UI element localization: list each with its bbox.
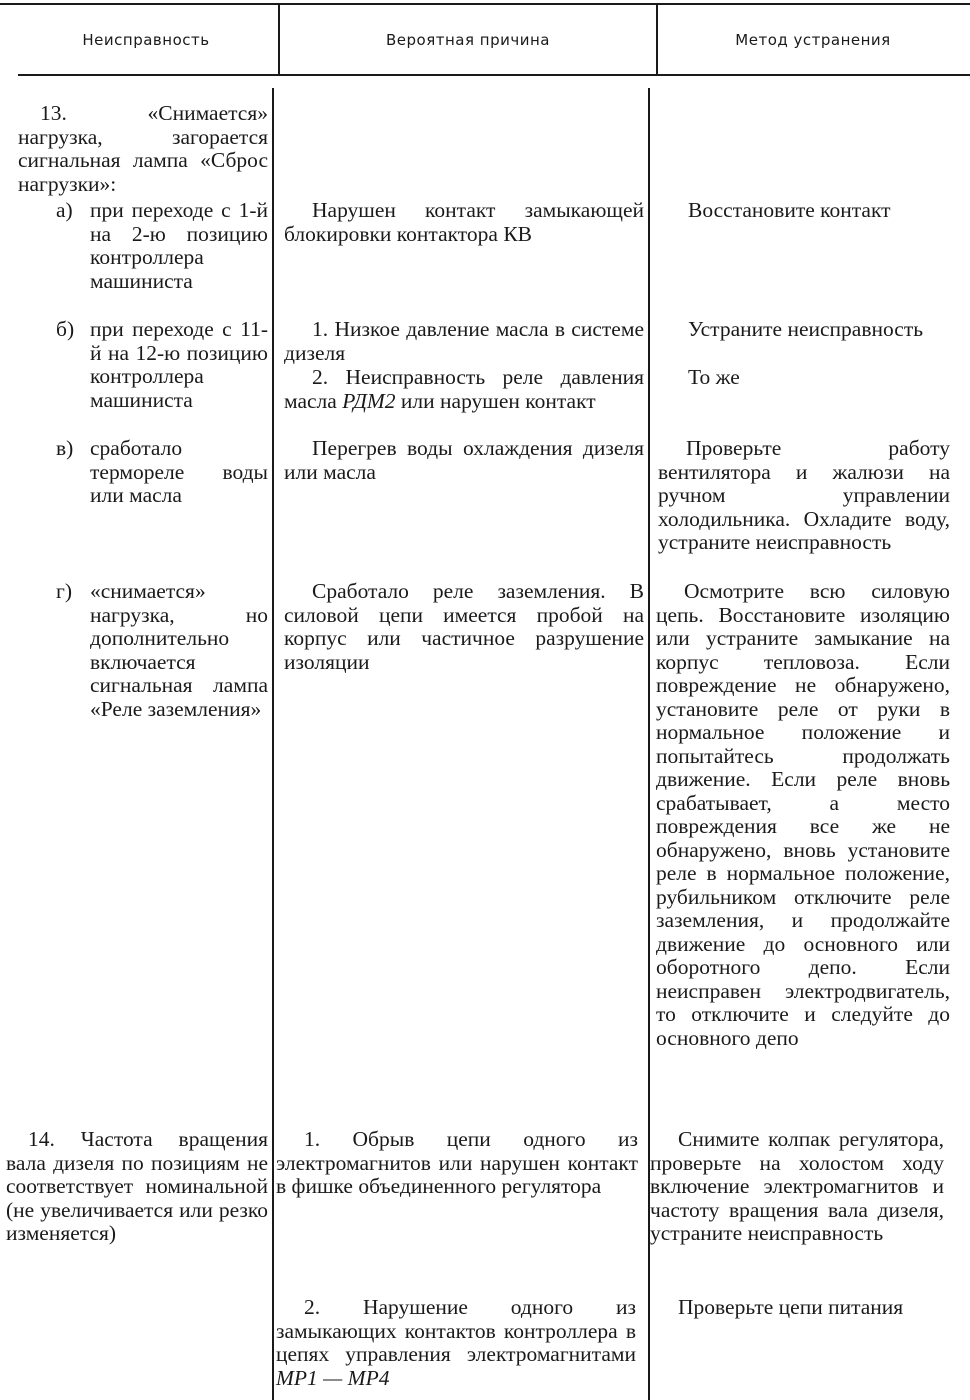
- fault-13b-cause-2: [284, 366, 644, 413]
- fault-13a-cause: Нарушен контакт замыкающей блокировки контактора КВ: [284, 198, 644, 246]
- fault-13g-text: «снимается» нагрузка, но дополнительно включается сигнальная лампа «Реле заземления»: [90, 579, 268, 721]
- column-divider-1-header: [278, 5, 280, 74]
- fault-13b-remedy-2: То же: [688, 365, 740, 389]
- fault-13b-cause-1: 1. Низкое давление масла в системе дизеля: [284, 317, 644, 365]
- fault-13a-mark: а): [56, 198, 73, 222]
- fault-13a: [56, 199, 268, 293]
- fault-14-cause-1: 1. Обрыв цепи одного из электромагнитов или нарушен контакт в фишке объединенного регулятора: [276, 1127, 638, 1198]
- fault-14-cause-2: [276, 1296, 636, 1390]
- fault-13v-cause: Перегрев воды охлаждения дизеля или масла: [284, 436, 644, 484]
- header-divider: [18, 74, 970, 76]
- fault-13v-remedy: Проверьте работу вентилятора и жалюзи на ручном управлении холодильника. Охладите воду, устраните неисправность: [658, 436, 950, 554]
- rdm2-code: РДМ2: [342, 388, 396, 413]
- header-fault: Неисправность: [82, 31, 210, 49]
- mr-code: МР1 — МР4: [276, 1365, 390, 1390]
- fault-13v-text: сработало термореле воды или масла: [90, 436, 268, 507]
- fault-13g-cause: Сработало реле заземления. В силовой цепи имеется пробой на корпус или частичное разрушение изоляции: [284, 579, 644, 674]
- fault-13v-mark: в): [56, 436, 74, 460]
- fault-14-title: 14. Частота вращения вала дизеля по позициям не соответствует номинальной (не увеличивается или резко изменяется): [6, 1127, 268, 1245]
- fault-13b-text: при переходе с 11-й на 12-ю позицию контроллера машиниста: [90, 317, 268, 412]
- fault-13a-remedy: Восстановите контакт: [688, 198, 891, 222]
- fault-13g: [56, 580, 268, 721]
- fault-13b: [56, 318, 268, 412]
- fault-14-cause-2-pre: 2. Нарушение одного из замыкающих контактов контроллера в цепях управления электромагнитами: [276, 1295, 636, 1366]
- column-divider-2-header: [656, 5, 658, 74]
- fault-13a-text: при переходе с 1-й на 2-ю позицию контроллера машиниста: [90, 198, 268, 293]
- fault-13b-cause-2-post: или нарушен контакт: [395, 388, 596, 413]
- header-remedy: Метод устранения: [735, 31, 891, 49]
- fault-14-remedy-2: Проверьте цепи питания: [678, 1295, 904, 1319]
- fault-14-remedy-1: Снимите колпак регулятора, проверьте на холостом ходу включение электромагнитов и частоту вращения вала дизеля, устраните неисправность: [650, 1127, 944, 1245]
- fault-13g-remedy: Осмотрите всю силовую цепь. Восстановите изоляцию или устраните замыкание на корпус тепловоза. Если повреждение не обнаружено, установите реле от руки в нормальное положение и попытайтесь продолжать движение. Если реле вновь срабатывает, а место повреждения все же не обнаружено, вновь установите реле в нормальное положение, рубильником отключите реле заземления, и продолжайте движение до основного или оборотного депо. Если неисправен электродвигатель, то отключите и следуйте до основного депо: [656, 579, 950, 1050]
- fault-13g-mark: г): [56, 579, 72, 603]
- fault-13b-cause-2-pre: 2. Неисправность реле давления масла: [284, 365, 644, 413]
- fault-13b-mark: б): [56, 317, 75, 341]
- column-divider-1: [272, 88, 274, 1400]
- top-border: [0, 3, 970, 5]
- header-cause: Вероятная причина: [386, 31, 550, 49]
- fault-13b-remedy-1: Устраните неисправность: [688, 317, 924, 341]
- fault-13-title: 13. «Снимается» нагрузка, загорается сигнальная лампа «Сброс нагрузки»:: [18, 101, 268, 196]
- fault-13v: [56, 437, 268, 508]
